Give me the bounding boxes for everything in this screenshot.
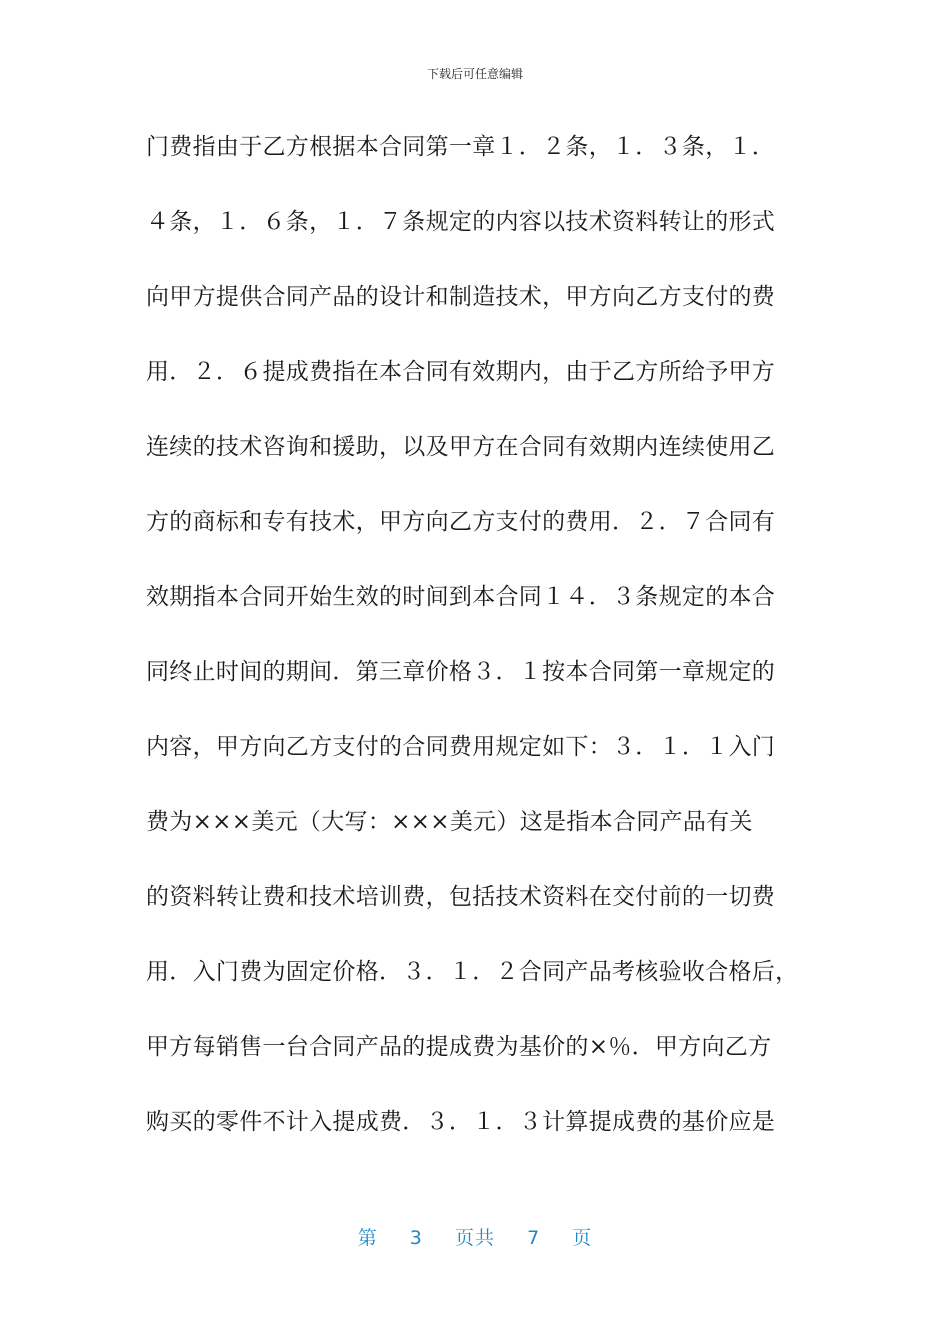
body-line: 内容，甲方向乙方支付的合同费用规定如下：３．１．１入门 bbox=[146, 734, 776, 760]
footer-suffix: 页 bbox=[572, 1227, 593, 1249]
body-line: 甲方每销售一台合同产品的提成费为基价的×％．甲方向乙方 bbox=[146, 1034, 772, 1060]
body-line: 用．入门费为固定价格．３．１．２合同产品考核验收合格后， bbox=[146, 959, 799, 985]
page-header: 下载后可任意编辑 bbox=[426, 67, 523, 81]
body-line: 同终止时间的期间．第三章价格３．１按本合同第一章规定的 bbox=[146, 659, 776, 685]
body-line: 购买的零件不计入提成费．３．１．３计算提成费的基价应是 bbox=[146, 1109, 776, 1135]
body-line: 用．２．６提成费指在本合同有效期内，由于乙方所给予甲方 bbox=[146, 359, 776, 385]
body-line: 门费指由于乙方根据本合同第一章１．２条，１．３条，１． bbox=[146, 134, 776, 160]
footer-total-pages: 7 bbox=[527, 1227, 541, 1249]
body-line: 的资料转让费和技术培训费，包括技术资料在交付前的一切费 bbox=[146, 884, 776, 910]
document-body bbox=[146, 125, 799, 1175]
body-line: 效期指本合同开始生效的时间到本合同１４．３条规定的本合 bbox=[146, 584, 776, 610]
footer-middle: 页共 bbox=[454, 1227, 495, 1249]
body-line: 方的商标和专有技术，甲方向乙方支付的费用．２．７合同有 bbox=[146, 509, 776, 535]
footer-prefix: 第 bbox=[357, 1227, 378, 1249]
page-footer bbox=[0, 1226, 950, 1250]
body-line: 连续的技术咨询和援助，以及甲方在合同有效期内连续使用乙 bbox=[146, 434, 776, 460]
body-line: 费为×××美元（大写：×××美元）这是指本合同产品有关 bbox=[146, 809, 753, 835]
body-line: 向甲方提供合同产品的设计和制造技术，甲方向乙方支付的费 bbox=[146, 284, 776, 310]
footer-current-page: 3 bbox=[409, 1227, 423, 1249]
body-line: ４条，１．６条，１．７条规定的内容以技术资料转让的形式 bbox=[146, 209, 776, 235]
